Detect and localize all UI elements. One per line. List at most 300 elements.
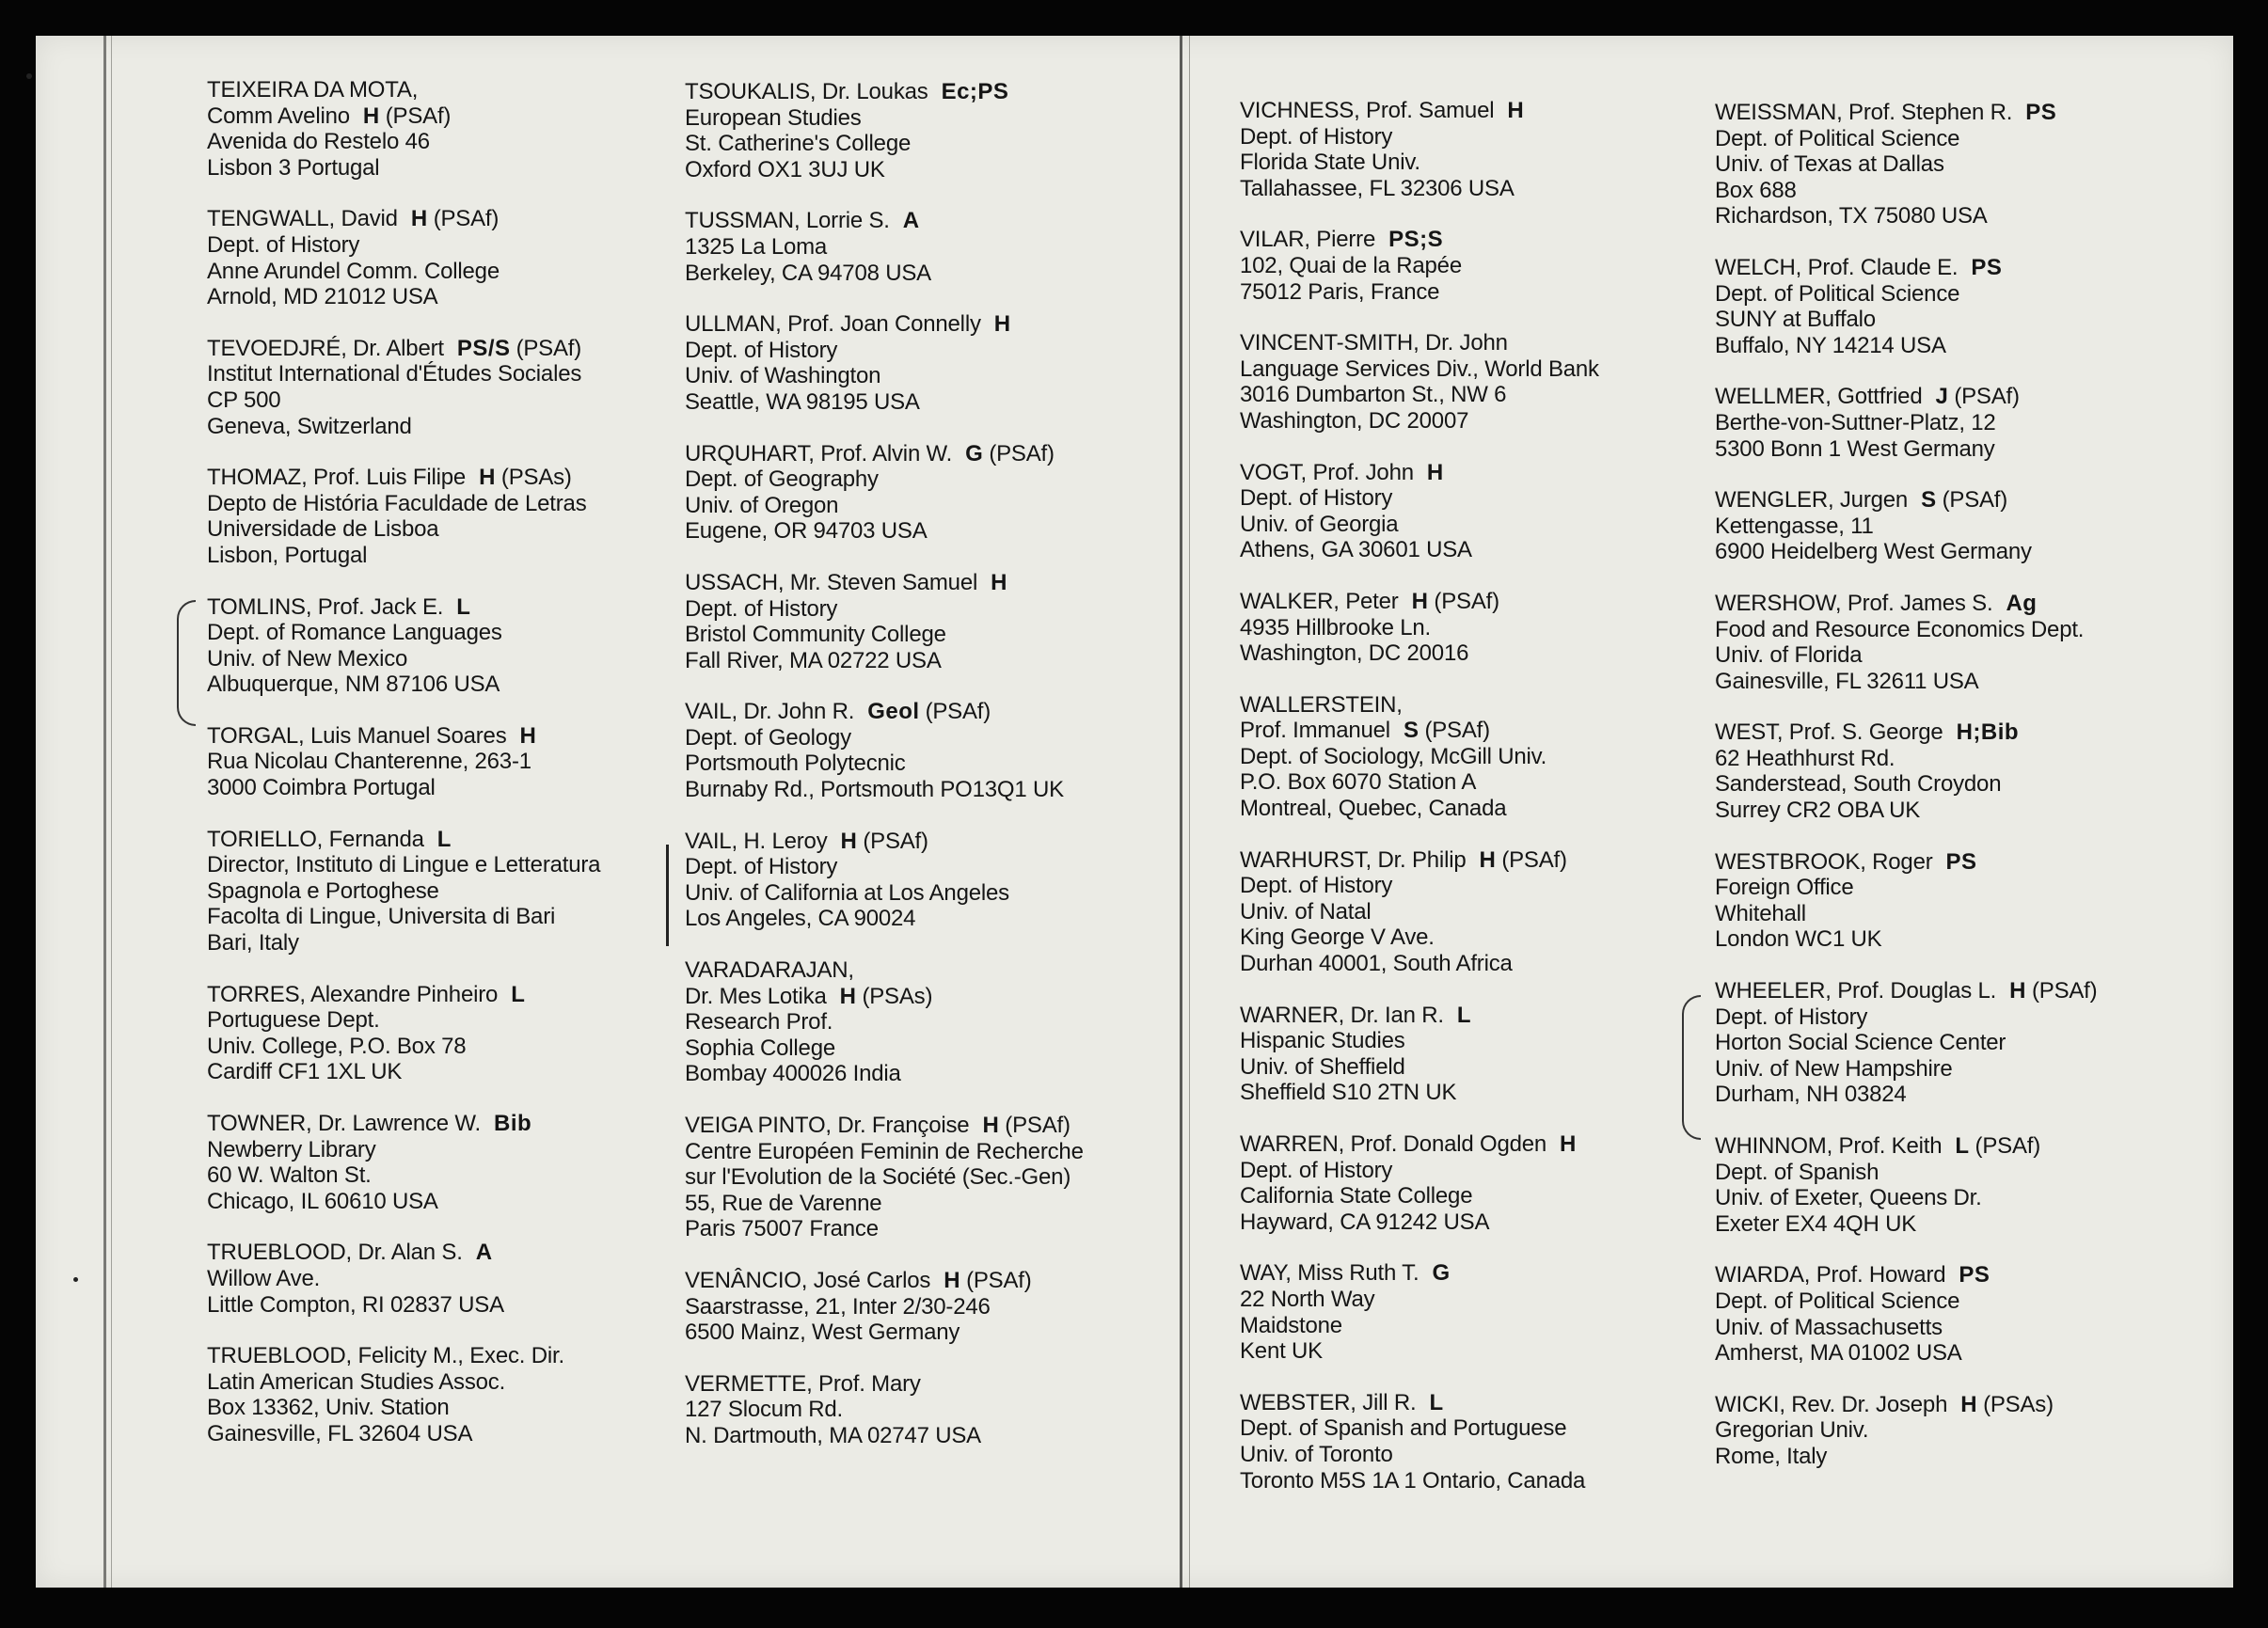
directory-column-3 xyxy=(1240,98,1599,1519)
subject-code: PS/S xyxy=(456,335,511,361)
directory-entry xyxy=(1240,589,1599,667)
entry-address-line xyxy=(685,880,1084,907)
entry-text: Univ. of Georgia xyxy=(1240,511,1399,537)
entry-address-line xyxy=(207,930,600,956)
entry-text: Gainesville, FL 32611 USA xyxy=(1715,668,1979,694)
entry-address-line xyxy=(1240,356,1599,383)
entry-address-line xyxy=(207,852,600,878)
entry-name xyxy=(685,1113,1084,1139)
entry-name xyxy=(207,723,600,750)
subject-code: G xyxy=(965,440,984,466)
region-code: (PSAf) xyxy=(1424,718,1490,744)
entry-text: Dr. Mes Lotika xyxy=(685,983,827,1009)
entry-address-line xyxy=(685,648,1084,674)
entry-text: ULLMAN, Prof. Joan Connelly xyxy=(685,311,981,338)
entry-text: Arnold, MD 21012 USA xyxy=(207,284,438,310)
entry-address-line xyxy=(1715,926,2097,953)
entry-text: Dept. of Geology xyxy=(685,724,851,751)
entry-address-line xyxy=(1240,512,1599,538)
entry-text: VAIL, H. Leroy xyxy=(685,828,828,854)
entry-address-line xyxy=(685,1164,1084,1191)
entry-address-line xyxy=(685,1320,1084,1346)
entry-text: Univ. College, P.O. Box 78 xyxy=(207,1033,467,1059)
entry-text: Richardson, TX 75080 USA xyxy=(1715,203,1988,229)
region-code: (PSAs) xyxy=(1983,1391,2054,1417)
entry-address-line xyxy=(685,1397,1084,1423)
entry-text: CP 500 xyxy=(207,387,281,413)
subject-code: H;Bib xyxy=(1956,719,2020,746)
entry-text: WICKI, Rev. Dr. Joseph xyxy=(1715,1391,1948,1417)
entry-address-line xyxy=(1240,1415,1599,1442)
entry-address-line xyxy=(1240,951,1599,977)
entry-text: Dept. of History xyxy=(1240,1157,1393,1183)
directory-entry xyxy=(207,1111,600,1214)
entry-text: TORRES, Alexandre Pinheiro xyxy=(207,981,499,1007)
entry-address-line xyxy=(685,105,1084,132)
entry-address-line xyxy=(1240,615,1599,641)
entry-text: Buffalo, NY 14214 USA xyxy=(1715,332,1946,358)
entry-address-line xyxy=(1240,408,1599,435)
entry-text: Univ. of Texas at Dallas xyxy=(1715,151,1944,178)
entry-text: 4935 Hillbrooke Ln. xyxy=(1240,614,1432,640)
entry-text: Portuguese Dept. xyxy=(207,1007,380,1034)
entry-name xyxy=(1240,460,1599,486)
entry-text: Box 13362, Univ. Station xyxy=(207,1395,450,1421)
entry-text: WAY, Miss Ruth T. xyxy=(1240,1260,1419,1287)
entry-name xyxy=(207,336,600,362)
center-fold xyxy=(1180,36,1182,1588)
entry-text: WERSHOW, Prof. James S. xyxy=(1715,590,1993,616)
ink-speck xyxy=(26,73,32,79)
region-code: (PSAf) xyxy=(2031,978,2098,1004)
entry-address-line xyxy=(207,155,600,182)
entry-address-line xyxy=(1715,1056,2097,1083)
entry-address-line xyxy=(1715,333,2097,359)
entry-text: TENGWALL, David xyxy=(207,206,398,232)
region-code: (PSAf) xyxy=(1954,384,2020,410)
entry-address-line xyxy=(1715,410,2097,436)
subject-code: H xyxy=(991,569,1007,595)
entry-text: Dept. of Romance Languages xyxy=(207,620,502,646)
entry-text: VINCENT-SMITH, Dr. John xyxy=(1240,330,1508,356)
subject-code: PS xyxy=(1959,1262,1990,1288)
entry-address-line xyxy=(207,1162,600,1189)
entry-text: VERMETTE, Prof. Mary xyxy=(685,1370,921,1397)
entry-address-line xyxy=(207,1007,600,1034)
entry-address-line xyxy=(207,491,600,517)
directory-entry xyxy=(685,79,1084,182)
entry-text: Sheffield S10 2TN UK xyxy=(1240,1080,1457,1106)
entry-text: Maidstone xyxy=(1240,1312,1342,1338)
entry-name xyxy=(685,699,1084,725)
entry-text: Berthe-von-Suttner-Platz, 12 xyxy=(1715,409,1996,435)
subject-code: Ec;PS xyxy=(941,79,1009,104)
entry-address-line xyxy=(207,775,600,801)
entry-text: 127 Slocum Rd. xyxy=(685,1397,843,1423)
directory-entry xyxy=(1240,1260,1599,1364)
subject-code: H xyxy=(839,983,857,1009)
subject-code: A xyxy=(475,1240,493,1266)
entry-address-line xyxy=(1240,1080,1599,1106)
entry-address-line xyxy=(1240,640,1599,667)
entry-name xyxy=(685,829,1084,855)
entry-text: Gainesville, FL 32604 USA xyxy=(207,1420,473,1446)
directory-entry xyxy=(207,206,600,309)
entry-text: 75012 Paris, France xyxy=(1240,278,1440,305)
subject-code: H xyxy=(1411,588,1429,614)
entry-address-line xyxy=(1715,126,2097,152)
entry-address-line xyxy=(207,232,600,259)
entry-text: Bari, Italy xyxy=(207,930,299,956)
entry-text: TSOUKALIS, Dr. Loukas xyxy=(685,79,928,104)
subject-code: H xyxy=(362,103,380,129)
entry-address-line xyxy=(685,622,1084,648)
entry-address-line xyxy=(1240,176,1599,202)
entry-text: Tallahassee, FL 32306 USA xyxy=(1240,175,1515,201)
entry-text: Dept. of Geography xyxy=(685,466,879,493)
entry-text: St. Catherine's College xyxy=(685,131,912,157)
entry-address-line xyxy=(207,1266,600,1292)
entry-address-line xyxy=(685,131,1084,157)
entry-text: VEIGA PINTO, Dr. Françoise xyxy=(685,1113,970,1138)
region-code: (PSAf) xyxy=(1942,487,2008,514)
entry-text: Fall River, MA 02722 USA xyxy=(685,647,942,673)
entry-text: Univ. of Natal xyxy=(1240,898,1372,925)
left-binding-edge xyxy=(103,36,106,1588)
directory-entry xyxy=(207,1240,600,1318)
region-code: (PSAf) xyxy=(966,1267,1032,1293)
entry-name xyxy=(1240,1131,1599,1158)
entry-text: Chicago, IL 60610 USA xyxy=(207,1188,438,1214)
entry-address-line xyxy=(1715,798,2097,824)
entry-address-line xyxy=(1715,178,2097,204)
entry-text: N. Dartmouth, MA 02747 USA xyxy=(685,1422,981,1448)
entry-address-line xyxy=(207,1059,600,1085)
entry-text: Univ. of New Hampshire xyxy=(1715,1055,1953,1082)
directory-entry xyxy=(685,1268,1084,1346)
entry-address-line xyxy=(1240,796,1599,822)
entry-text: Research Prof. xyxy=(685,1009,833,1035)
entry-text: Facolta di Lingue, Universita di Bari xyxy=(207,904,556,930)
entry-name xyxy=(207,594,600,621)
entry-address-line xyxy=(685,725,1084,751)
subject-code: H xyxy=(982,1113,1000,1138)
entry-address-line xyxy=(1240,537,1599,563)
entry-address-line xyxy=(685,363,1084,389)
entry-address-line xyxy=(1715,539,2097,565)
entry-address-line xyxy=(685,777,1084,803)
entry-text: Dept. of Political Science xyxy=(1715,125,1960,151)
entry-address-line xyxy=(685,1216,1084,1242)
entry-address-line xyxy=(1715,771,2097,798)
entry-text: WELLMER, Gottfried xyxy=(1715,384,1923,410)
entry-address-line xyxy=(1240,1183,1599,1209)
entry-text: Prof. Immanuel xyxy=(1240,718,1390,744)
ink-speck xyxy=(73,1277,78,1282)
subject-code: J xyxy=(1935,384,1949,410)
entry-text: 55, Rue de Varenne xyxy=(685,1190,882,1216)
directory-entry xyxy=(1240,1003,1599,1106)
entry-text: Sophia College xyxy=(685,1035,835,1061)
entry-text: European Studies xyxy=(685,104,862,131)
entry-text: Kettengasse, 11 xyxy=(1715,513,1874,539)
entry-name xyxy=(1240,1390,1599,1416)
directory-entry xyxy=(207,465,600,568)
entry-name xyxy=(1240,98,1599,124)
entry-name xyxy=(1715,1133,2097,1160)
entry-text: TOWNER, Dr. Lawrence W. xyxy=(207,1111,482,1136)
entry-address-line xyxy=(1240,925,1599,951)
entry-text: WARNER, Dr. Ian R. xyxy=(1240,1002,1444,1028)
entry-text: WEISSMAN, Prof. Stephen R. xyxy=(1715,100,2013,125)
entry-text: Hayward, CA 91242 USA xyxy=(1240,1209,1490,1235)
entry-name xyxy=(685,570,1084,596)
entry-text: WARREN, Prof. Donald Ogden xyxy=(1240,1131,1547,1157)
entry-text: TRUEBLOOD, Felicity M., Exec. Dir. xyxy=(207,1343,564,1369)
entry-text: Univ. of Massachusetts xyxy=(1715,1314,1943,1340)
entry-text: Geneva, Switzerland xyxy=(207,413,412,439)
entry-text: VILAR, Pierre xyxy=(1240,227,1376,253)
entry-text: WEBSTER, Jill R. xyxy=(1240,1389,1417,1415)
directory-entry xyxy=(685,829,1084,932)
entry-text: Little Compton, RI 02837 USA xyxy=(207,1291,504,1318)
entry-address-line xyxy=(207,387,600,414)
entry-text: Kent UK xyxy=(1240,1338,1323,1365)
entry-address-line xyxy=(1240,1338,1599,1365)
entry-text: Foreign Office xyxy=(1715,875,1854,901)
entry-text: 6500 Mainz, West Germany xyxy=(685,1320,960,1346)
entry-text: Dept. of Sociology, McGill Univ. xyxy=(1240,743,1547,769)
subject-code: H xyxy=(993,311,1011,338)
entry-text: Lisbon, Portugal xyxy=(207,542,368,568)
entry-text: Dept. of Spanish xyxy=(1715,1159,1879,1185)
entry-address-line xyxy=(207,672,600,698)
directory-entry xyxy=(1715,100,2097,229)
handwritten-bracket-tomlins xyxy=(177,600,196,726)
entry-name xyxy=(1240,692,1599,719)
entry-text: Willow Ave. xyxy=(207,1265,321,1291)
entry-address-line xyxy=(685,518,1084,545)
directory-entry xyxy=(207,1343,600,1446)
entry-name xyxy=(685,1268,1084,1294)
entry-text: 60 W. Walton St. xyxy=(207,1162,372,1189)
entry-text: TEIXEIRA DA MOTA, xyxy=(207,77,419,103)
entry-address-line xyxy=(207,103,600,130)
entry-name xyxy=(1240,847,1599,874)
region-code: (PSAf) xyxy=(515,335,582,361)
subject-code: L xyxy=(456,593,471,620)
entry-address-line xyxy=(207,1189,600,1215)
entry-text: Washington, DC 20016 xyxy=(1240,640,1469,667)
entry-address-line xyxy=(207,284,600,310)
directory-entry xyxy=(1240,227,1599,305)
handwritten-bar-vail xyxy=(666,845,669,946)
entry-address-line xyxy=(685,1035,1084,1062)
subject-code: Geol xyxy=(867,699,920,725)
entry-text: Comm Avelino xyxy=(207,103,350,129)
region-code: (PSAf) xyxy=(385,103,452,129)
entry-address-line xyxy=(1240,1468,1599,1494)
region-code: (PSAf) xyxy=(863,828,928,854)
entry-address-line xyxy=(207,543,600,569)
directory-entry xyxy=(1715,384,2097,462)
region-code: (PSAf) xyxy=(1975,1133,2041,1159)
entry-name xyxy=(685,957,1084,984)
entry-address-line xyxy=(1715,151,2097,178)
entry-text: TRUEBLOOD, Dr. Alan S. xyxy=(207,1240,463,1266)
directory-entry xyxy=(685,441,1084,545)
entry-address-line xyxy=(685,389,1084,416)
entry-address-line xyxy=(1715,436,2097,463)
directory-entry xyxy=(1240,1131,1599,1235)
entry-address-line xyxy=(207,1395,600,1421)
entry-text: Hispanic Studies xyxy=(1240,1028,1405,1054)
directory-entry xyxy=(207,336,600,439)
entry-text: Universidade de Lisboa xyxy=(207,516,439,543)
entry-text: Food and Resource Economics Dept. xyxy=(1715,616,2085,642)
directory-entry xyxy=(685,957,1084,1087)
directory-entry xyxy=(685,699,1084,802)
directory-entry xyxy=(1240,847,1599,977)
subject-code: Bib xyxy=(494,1111,532,1136)
entry-text: WIARDA, Prof. Howard xyxy=(1715,1262,1946,1288)
entry-address-line xyxy=(207,1292,600,1319)
entry-text: Dept. of Spanish and Portuguese xyxy=(1240,1415,1567,1442)
entry-address-line xyxy=(1715,669,2097,695)
entry-address-line xyxy=(1715,1004,2097,1031)
entry-text: WARHURST, Dr. Philip xyxy=(1240,846,1467,873)
entry-name xyxy=(207,465,600,491)
entry-text: Univ. of Florida xyxy=(1715,642,1863,669)
entry-address-line xyxy=(685,906,1084,932)
subject-code: S xyxy=(1403,718,1419,744)
subject-code: H xyxy=(2009,978,2026,1004)
entry-text: 22 North Way xyxy=(1240,1286,1375,1312)
entry-text: Box 688 xyxy=(1715,177,1797,203)
entry-text: Univ. of Exeter, Queens Dr. xyxy=(1715,1185,1982,1211)
entry-text: 102, Quai de la Rapée xyxy=(1240,252,1462,278)
entry-text: California State College xyxy=(1240,1183,1473,1209)
entry-address-line xyxy=(1240,485,1599,512)
directory-column-2 xyxy=(685,79,1084,1475)
entry-text: 6900 Heidelberg West Germany xyxy=(1715,539,2032,565)
entry-address-line xyxy=(685,1139,1084,1165)
subject-code: Ag xyxy=(2006,590,2038,616)
directory-entry xyxy=(1240,1390,1599,1494)
entry-text: Newberry Library xyxy=(207,1136,376,1162)
entry-text: Dept. of History xyxy=(207,231,360,258)
left-binding-edge-inner xyxy=(111,36,112,1588)
region-code: (PSAf) xyxy=(925,699,991,725)
entry-text: Albuquerque, NM 87106 USA xyxy=(207,672,500,698)
entry-address-line xyxy=(685,338,1084,364)
entry-address-line xyxy=(1715,746,2097,772)
entry-text: URQUHART, Prof. Alvin W. xyxy=(685,440,953,466)
entry-text: VENÂNCIO, José Carlos xyxy=(685,1267,931,1293)
entry-address-line xyxy=(1240,769,1599,796)
subject-code: PS xyxy=(2025,100,2057,125)
directory-page xyxy=(36,36,2233,1588)
directory-entry xyxy=(1715,1392,2097,1470)
entry-text: Director, Instituto di Lingue e Letteratura xyxy=(207,852,601,878)
entry-address-line xyxy=(1240,382,1599,408)
entry-name xyxy=(1240,1003,1599,1029)
entry-text: TEVOEDJRÉ, Dr. Albert xyxy=(207,335,444,361)
entry-text: WEST, Prof. S. George xyxy=(1715,719,1943,746)
entry-name xyxy=(1715,255,2097,281)
entry-address-line xyxy=(207,1137,600,1163)
entry-address-line xyxy=(207,516,600,543)
entry-text: USSACH, Mr. Steven Samuel xyxy=(685,569,978,595)
directory-entry xyxy=(207,723,600,801)
entry-name xyxy=(1240,1260,1599,1287)
entry-text: Lisbon 3 Portugal xyxy=(207,154,380,181)
entry-text: Univ. of California at Los Angeles xyxy=(685,879,1009,906)
entry-address-line xyxy=(685,261,1084,287)
entry-address-line xyxy=(207,904,600,930)
center-fold-inner xyxy=(1189,36,1190,1588)
entry-address-line xyxy=(1715,1211,2097,1238)
entry-text: WESTBROOK, Roger xyxy=(1715,848,1933,875)
entry-name xyxy=(1240,330,1599,356)
entry-text: Seattle, WA 98195 USA xyxy=(685,388,920,415)
subject-code: H xyxy=(1507,98,1525,123)
entry-text: WENGLER, Jurgen xyxy=(1715,487,1909,514)
region-code: (PSAf) xyxy=(989,440,1055,466)
entry-address-line xyxy=(1240,1442,1599,1468)
entry-address-line xyxy=(207,129,600,155)
entry-text: TORIELLO, Fernanda xyxy=(207,826,424,852)
entry-text: WALLERSTEIN, xyxy=(1240,691,1403,718)
entry-text: Spagnola e Portoghese xyxy=(207,877,439,904)
entry-text: Anne Arundel Comm. College xyxy=(207,258,500,284)
entry-text: Amherst, MA 01002 USA xyxy=(1715,1340,1962,1367)
subject-code: H xyxy=(1960,1391,1978,1417)
entry-address-line xyxy=(1715,307,2097,333)
entry-address-line xyxy=(685,1009,1084,1035)
entry-text: Berkeley, CA 94708 USA xyxy=(685,260,931,286)
entry-text: TORGAL, Luis Manuel Soares xyxy=(207,722,507,749)
entry-text: Univ. of Washington xyxy=(685,363,881,389)
entry-address-line xyxy=(1240,253,1599,279)
entry-name xyxy=(1715,1392,2097,1418)
entry-text: VICHNESS, Prof. Samuel xyxy=(1240,98,1495,123)
entry-address-line xyxy=(1715,875,2097,901)
subject-code: L xyxy=(436,826,452,852)
entry-text: 3000 Coimbra Portugal xyxy=(207,775,436,801)
directory-entry xyxy=(1240,330,1599,434)
entry-text: Dept. of History xyxy=(685,854,838,880)
entry-text: Language Services Div., World Bank xyxy=(1240,356,1599,382)
directory-entry xyxy=(1715,1262,2097,1366)
entry-address-line xyxy=(1240,124,1599,150)
entry-text: Latin American Studies Assoc. xyxy=(207,1368,506,1395)
handwritten-bracket-wheeler xyxy=(1682,995,1701,1140)
entry-address-line xyxy=(1715,642,2097,669)
entry-text: Institut International d'Études Sociales xyxy=(207,361,582,387)
entry-text: Dept. of History xyxy=(1240,123,1393,150)
entry-text: Portsmouth Polytecnic xyxy=(685,751,906,777)
entry-text: WELCH, Prof. Claude E. xyxy=(1715,254,1959,280)
entry-text: VAIL, Dr. John R. xyxy=(685,699,855,725)
entry-name xyxy=(1715,487,2097,514)
region-code: (PSAf) xyxy=(433,206,500,232)
entry-name xyxy=(1240,589,1599,615)
entry-address-line xyxy=(685,854,1084,880)
entry-name xyxy=(1715,100,2097,126)
entry-text: WHEELER, Prof. Douglas L. xyxy=(1715,978,1997,1004)
entry-address-line xyxy=(1240,718,1599,744)
